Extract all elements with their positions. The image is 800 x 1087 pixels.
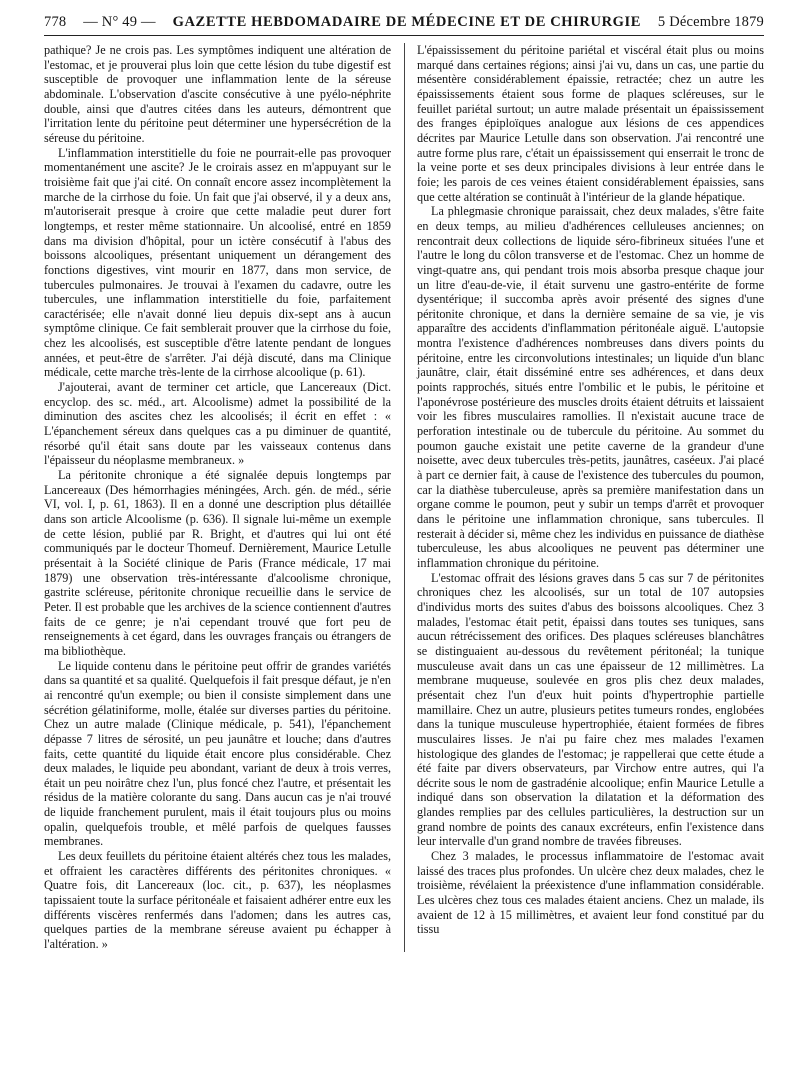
paragraph: L'épaississement du péritoine pariétal et viscéral était plus ou moins marqué dans certaines régions; ainsi j'ai vu, dans un cas, une partie du mésentère considérablement épaissie, retractée; chez un autre les épaississements étaient sous forme de plaques scléreuses, sur le feuillet pariétal surtout; un autre malade présentait un épaississement des franges épiploïques analogue aux lésions de ces appendices décrites par Maurice Letulle dans son observation. J'ai rencontré une autre forme plus rare, c'était un épaississement qui enserrait le tronc de la veine porte et ses deux principales divisions à leur entrée dans le foie; les parois de ces veines étaient considérablement épaissies, sans que cette altération se continuât à l'intérieur de la glande hépatique. bbox=[417, 43, 764, 204]
header-rule bbox=[44, 35, 764, 36]
paragraph: La phlegmasie chronique paraissait, chez deux malades, s'être faite en deux temps, au milieu d'adhérences celluleuses anciennes; on rencontrait deux collections de liquide séro-fibrineux situées l'une et l'autre le long du côlon transverse et de l'estomac. Chez un homme de vingt-quatre ans, qui pendant trois mois absorba presque chaque jour un litre d'eau-de-vie, il était survenu une gastro-entérite de forme dysentérique; il succomba après avoir présenté des signes d'une péritonite chronique, et dans la dernière semaine de sa vie, je vis apparaître des accidents d'inflammation péritonéale aiguë. L'autopsie montra l'existence d'adhérences nombreuses dans divers points du péritoine, entre les circonvolutions intestinales; un liquide d'un blanc jaunâtre, clair, était disséminé entre ses adhérences, et dans deux points rapprochés, situés entre l'ombilic et le pubis, le péritoine et l'aponévrose postérieure des muscles droits étaient détruits et laissaient voir les fibres musculaires ramollies. Il n'existait aucune trace de perforation intestinale ou de tubercule du péritoine. Au sommet du poumon gauche existait une petite caverne de la grandeur d'une noisette, avec deux tubercules très-petits, jaunâtres, caséeux. J'ai placé à part ce dernier fait, à cause de l'existence des tubercules du poumon, car la diathèse tuberculeuse, après sa première manifestation dans un organe comme le poumon, peut y subir un temps d'arrêt et provoquer dans le péritoine une inflammation chronique, sans tubercules. Il resterait à décider si, même chez les individus en puissance de diathèse tuberculeuse, les abus alcooliques ne peuvent pas déterminer une inflammation chronique du péritoine. bbox=[417, 204, 764, 570]
paragraph: L'estomac offrait des lésions graves dans 5 cas sur 7 de péritonites chroniques chez les alcoolisés, sur un total de 107 autopsies d'individus morts des suites d'abus des boissons alcooliques. Chez 3 malades, l'estomac était petit, épaissi dans toutes ses tuniques, sans aucun rétrécissement des orifices. Des plaques scléreuses blanchâtres se distinguaient au-dessous du revêtement péritonéal; la tunique musculeuse avait dans un cas une épaisseur de 12 millimètres. La membrane muqueuse, soulevée en gros plis chez deux malades, présentait chez l'un d'eux huit points d'hypertrophie partielle mamillaire. Chez un autre, plusieurs petites tumeurs rondes, englobées dans la tunique musculeuse hypertrophiée, étaient formées de fibres musculaires lisses. Je n'ai pu faire chez mes malades l'examen histologique des glandes de l'estomac; je rappellerai que cette étude a été faite par divers observateurs, par Virchow entre autres, qui l'a décrite sous le nom de gastradénie alcoolique; enfin Maurice Letulle a indiqué dans son observation la dilatation et la déformation des glandes remplies par des cellules particulières, la destruction sur un grand nombre de points des canaux excréteurs, enfin l'existence dans leur intervalle d'un grand nombre de travées fibreuses. bbox=[417, 570, 764, 849]
left-column bbox=[44, 43, 391, 952]
page-number: 778 bbox=[44, 14, 67, 30]
paragraph: La péritonite chronique a été signalée depuis longtemps par Lancereaux (Des hémorrhagies méningées, Arch. gén. de méd., série VI, vol. I, p. 61, 1863). Il en a donné une description plus détaillée dans son article Alcoolisme (p. 636). Il signale lui-même un exemple de cette lésion, publié par R. Bright, et d'autres qui lui ont été communiqués par le docteur Thomeuf. Dernièrement, Maurice Letulle présentait à la Société clinique de Paris (France médicale, 17 mai 1879) une observation très-intéressante d'alcoolisme chronique, gastrite scléreuse, péritonite chronique recueillie dans le service de Peter. Il est probable que les archives de la science contiennent d'autres faits de ce genre; je n'ai cependant trouvé que fort peu de renseignements à cet égard, dans les ouvrages français ou étrangers de ma bibliothèque. bbox=[44, 468, 391, 658]
paragraph: L'inflammation interstitielle du foie ne pourrait-elle pas provoquer momentanément une ascite? Je le croirais assez en m'appuyant sur le troisième fait que j'ai cité. On connaît encore assez incomplètement la marche de la cirrhose du foie. Un fait que j'ai observé, il y a deux ans, m'autoriserait presque à croire que cette maladie peut durer fort longtemps, et rester même stationnaire. Un alcoolisé, entré en 1859 dans ma division d'hôpital, pour un ictère consécutif à l'abus des boissons alcooliques, présentant uniquement un dérangement des fonctions digestives, vint mourir en 1877, dans mon service, de tubercules pulmonaires. Je trouvai à l'examen du cadavre, outre les tubercules, une inflammation interstitielle du foie, parfaitement caractérisée; elle n'avait donné lieu depuis dix-sept ans à aucun symptôme clinique. Ce fait semblerait prouver que la cirrhose du foie, chez les alcoolisés, est susceptible d'être latente pendant de longues années, et peut-être de s'arrêter. J'ai déjà discuté, dans ma Clinique médicale, cette marche très-lente de la cirrhose alcoolique (p. 61). bbox=[44, 145, 391, 380]
article-body bbox=[44, 43, 764, 952]
paragraph: Le liquide contenu dans le péritoine peut offrir de grandes variétés dans sa quantité et sa qualité. Quelquefois il fait presque défaut, je n'en ai rencontré qu'un exemple; ou bien il consiste simplement dans une sécrétion gélatiniforme, molle, étalée sur diverses parties du péritoine. Chez un autre malade (Clinique médicale, p. 541), l'épanchement dépasse 7 litres de sérosité, un peu jaunâtre et louche; dans d'autres faits, cette quantité du liquide était encore plus considérable. Chez deux malades, le liquide peu abondant, variant de deux à trois verres, était un peu noirâtre chez l'un, plus foncé chez l'autre, et présentait les résidus de la matière colorante du sang. Dans aucun cas je n'ai trouvé de liquide franchement purulent, mais il était toujours plus ou moins opalin, quelquefois trouble, et mêlé parfois de quelques fausses membranes. bbox=[44, 658, 391, 849]
paragraph: Les deux feuillets du péritoine étaient altérés chez tous les malades, et offraient les caractères différents des péritonites chroniques. « Quatre fois, dit Lancereaux (loc. cit., p. 637), les néoplasmes tapissaient toute la surface péritonéale et faisaient adhérer entre eux les différents viscères renfermés dans l'adomen; dans les autres cas, quelques parties de la membrane séreuse avaient pu échapper à l'altération. » bbox=[44, 849, 391, 952]
journal-title: GAZETTE HEBDOMADAIRE DE MÉDECINE ET DE CHIRURGIE bbox=[172, 14, 642, 30]
issue-date: 5 Décembre 1879 bbox=[657, 14, 764, 30]
paragraph: pathique? Je ne crois pas. Les symptômes indiquent une altération de l'estomac, et je prouverai plus loin que cette lésion du tube digestif est susceptible de provoquer une inflammation lente de la séreuse abdominale. L'observation d'ascite consécutive à une pyélo-néphrite double, ainsi que d'autres citées dans les auteurs, démontrent que l'irritation lente du péritoine peut déterminer une hypersécrétion de la séreuse du péritoine. bbox=[44, 43, 391, 145]
column-divider bbox=[404, 43, 405, 952]
issue-number: — N° 49 — bbox=[83, 14, 156, 30]
page-header bbox=[44, 0, 764, 34]
paragraph: J'ajouterai, avant de terminer cet article, que Lancereaux (Dict. encyclop. des sc. méd., art. Alcoolisme) admet la possibilité de la diminution des ascites chez les alcoolisés; il écrit en effet : « L'épanchement séreux dans quelques cas a pu diminuer de quantité, résorbé qu'il était sans doute par les vaisseaux contenus dans l'épaisseur du néoplasme membraneux. » bbox=[44, 380, 391, 468]
right-column bbox=[417, 43, 764, 952]
paragraph: Chez 3 malades, le processus inflammatoire de l'estomac avait laissé des traces plus profondes. Un ulcère chez deux malades, chez le troisième, révélaient la préexistence d'une inflammation considérable. Les ulcères chez tous ces malades étaient anciens. Chez un malade, ils avaient de 12 à 15 millimètres, et avaient leur fond constitué par du tissu bbox=[417, 849, 764, 937]
